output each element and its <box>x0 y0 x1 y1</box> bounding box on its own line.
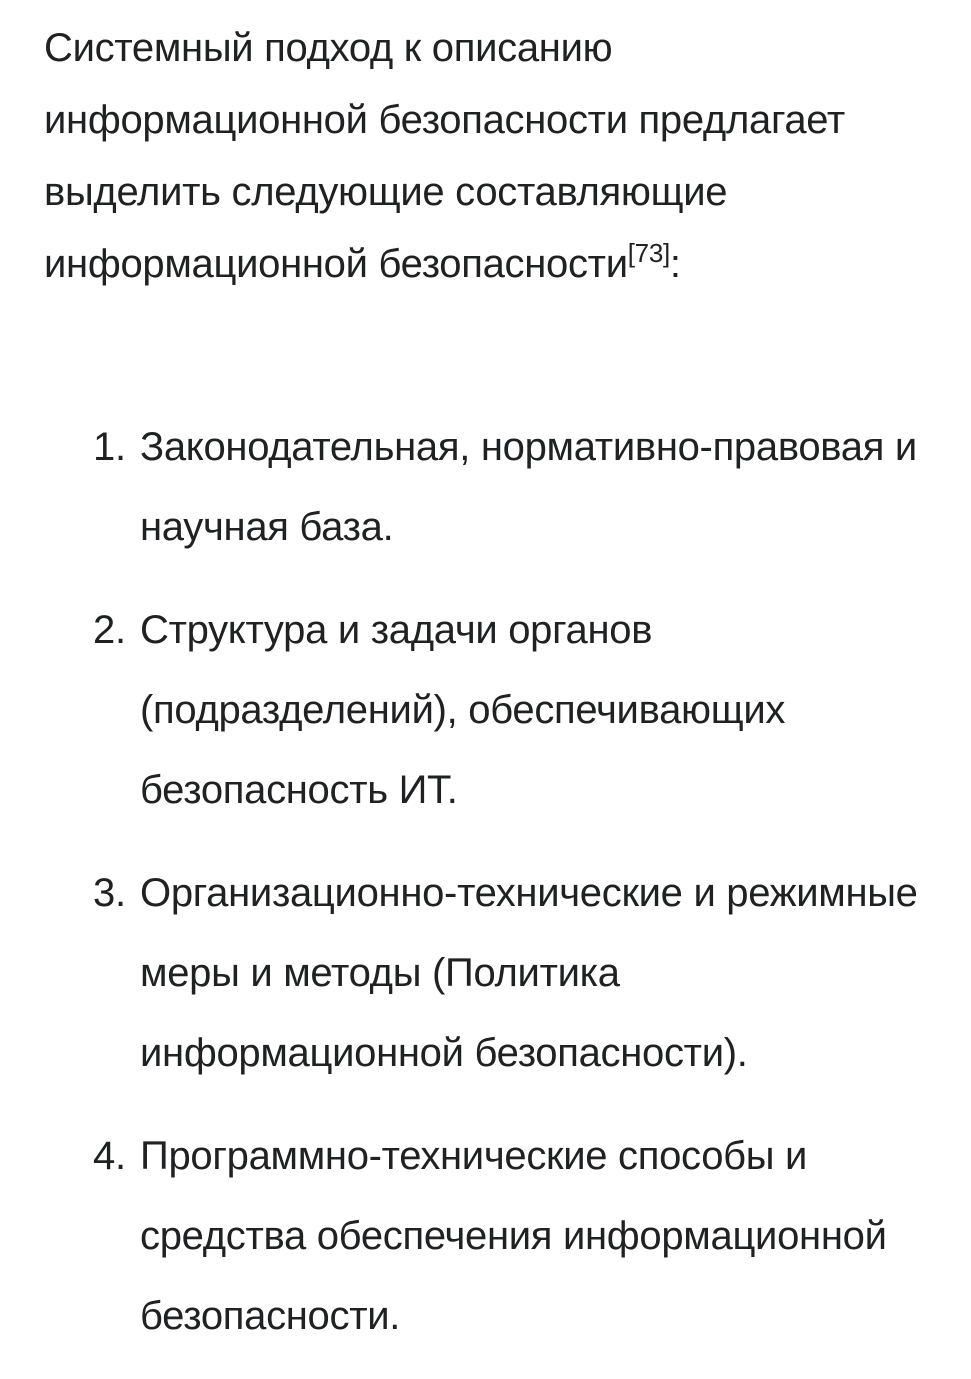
list-item-text: Законодательная, нормативно-правовая и научная база. <box>140 425 917 549</box>
components-list <box>0 407 971 1379</box>
list-item <box>0 853 971 1093</box>
intro-suffix: : <box>669 242 681 286</box>
list-item-text: Организационно-технические и режимные меры и методы (Политика информационной безопасности). <box>140 871 918 1075</box>
list-item-number: 1. <box>93 425 126 469</box>
intro-paragraph <box>44 12 944 300</box>
list-item-number: 4. <box>93 1134 126 1178</box>
list-item <box>0 590 971 830</box>
list-item-number: 3. <box>93 871 126 915</box>
list-item-number: 2. <box>93 608 126 652</box>
list-item-text: Структура и задачи органов (подразделений), обеспечивающих безопасность ИТ. <box>140 608 786 812</box>
list-item <box>0 407 971 567</box>
list-item-text: Программно-технические способы и средства обеспечения информационной безопасности. <box>140 1134 887 1338</box>
list-item <box>0 1116 971 1356</box>
intro-text: Системный подход к описанию информационной безопасности предлагает выделить следующие составляющие информационной безопасности <box>44 26 845 286</box>
reference-link[interactable]: [73] <box>627 238 670 268</box>
